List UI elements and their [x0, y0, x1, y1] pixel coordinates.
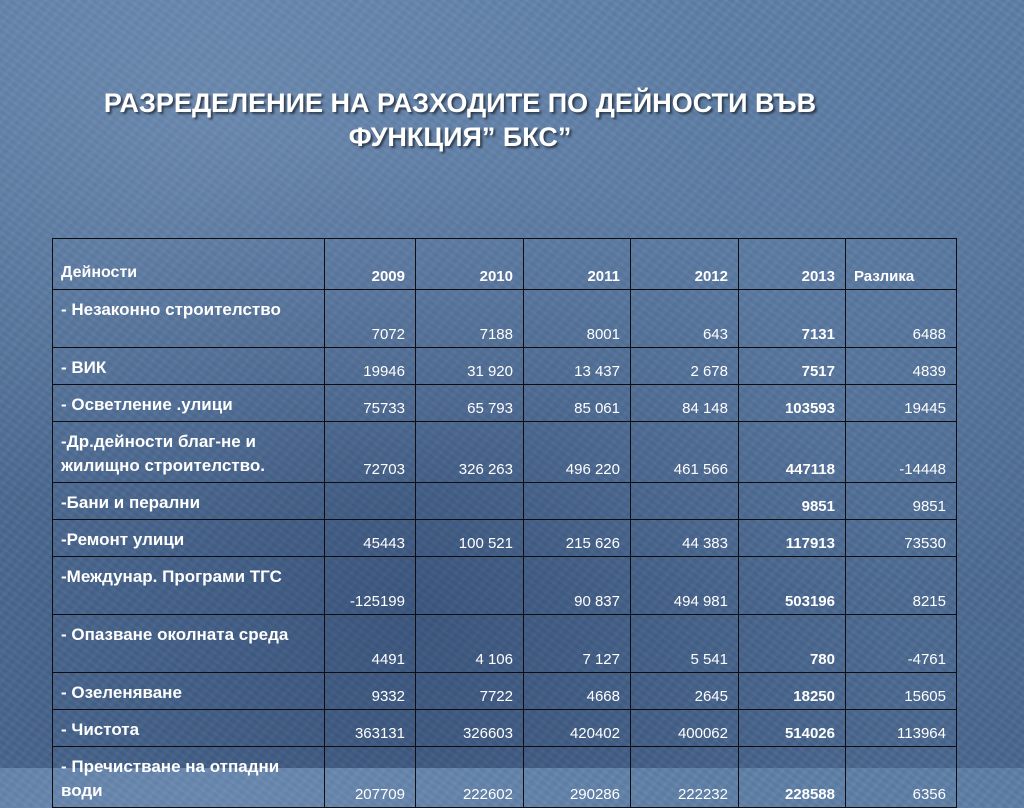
- cell-2012: 494 981: [631, 557, 739, 615]
- header-activity: Дейности: [53, 239, 325, 290]
- table-row: [53, 747, 957, 808]
- header-difference: Разлика: [846, 239, 957, 290]
- table-row: [53, 348, 957, 385]
- cell-difference: -14448: [846, 422, 957, 483]
- table-header-row: [53, 239, 957, 290]
- cell-2011: 85 061: [524, 385, 631, 422]
- header-2011: 2011: [524, 239, 631, 290]
- row-label: - ВИК: [53, 348, 325, 385]
- row-label: -Междунар. Програми ТГС: [53, 557, 325, 615]
- cell-2011: 13 437: [524, 348, 631, 385]
- cell-2012: 461 566: [631, 422, 739, 483]
- cell-2013: 7517: [739, 348, 846, 385]
- header-2009: 2009: [325, 239, 416, 290]
- cell-difference: 113964: [846, 710, 957, 747]
- cell-2010: 65 793: [416, 385, 524, 422]
- cell-2009: 75733: [325, 385, 416, 422]
- cell-2011: 8001: [524, 290, 631, 348]
- slide-title-line-1: РАЗРЕДЕЛЕНИЕ НА РАЗХОДИТЕ ПО ДЕЙНОСТИ ВЪВ: [103, 88, 817, 118]
- cell-difference: -4761: [846, 615, 957, 673]
- table-row: [53, 422, 957, 483]
- table-row: [53, 520, 957, 557]
- cell-2009: 207709: [325, 747, 416, 808]
- row-label: - Опазване околната среда: [53, 615, 325, 673]
- row-label: - Незаконно строителство: [53, 290, 325, 348]
- cell-2013: 514026: [739, 710, 846, 747]
- cell-2010: 7722: [416, 673, 524, 710]
- cell-2010: 7188: [416, 290, 524, 348]
- cell-2010: [416, 557, 524, 615]
- cell-2013: 780: [739, 615, 846, 673]
- table-row: [53, 615, 957, 673]
- row-label: - Пречистване на отпадни води: [53, 747, 325, 808]
- cell-difference: 4839: [846, 348, 957, 385]
- slide-title: [40, 86, 880, 154]
- header-2013: 2013: [739, 239, 846, 290]
- cell-2012: 400062: [631, 710, 739, 747]
- cell-2009: [325, 483, 416, 520]
- table-row: [53, 557, 957, 615]
- table-row: [53, 673, 957, 710]
- cell-2011: [524, 483, 631, 520]
- cell-2011: 4668: [524, 673, 631, 710]
- cell-2009: 19946: [325, 348, 416, 385]
- cell-2012: 2 678: [631, 348, 739, 385]
- cell-2011: 90 837: [524, 557, 631, 615]
- expenses-table: [52, 238, 957, 808]
- cell-2011: 496 220: [524, 422, 631, 483]
- cell-2010: 222602: [416, 747, 524, 808]
- cell-difference: 8215: [846, 557, 957, 615]
- row-label: -Др.дейности благ-не и жилищно строителство.: [53, 422, 325, 483]
- table-row: [53, 290, 957, 348]
- cell-2011: 7 127: [524, 615, 631, 673]
- cell-2013: 18250: [739, 673, 846, 710]
- cell-2010: 4 106: [416, 615, 524, 673]
- cell-2012: 222232: [631, 747, 739, 808]
- row-label: - Осветление .улици: [53, 385, 325, 422]
- cell-2013: 228588: [739, 747, 846, 808]
- table-row: [53, 483, 957, 520]
- cell-difference: 15605: [846, 673, 957, 710]
- cell-2010: 326603: [416, 710, 524, 747]
- table-row: [53, 710, 957, 747]
- cell-difference: 9851: [846, 483, 957, 520]
- cell-difference: 73530: [846, 520, 957, 557]
- cell-2013: 447118: [739, 422, 846, 483]
- cell-2011: 420402: [524, 710, 631, 747]
- cell-2012: [631, 483, 739, 520]
- cell-2010: [416, 483, 524, 520]
- cell-2012: 44 383: [631, 520, 739, 557]
- cell-2012: 84 148: [631, 385, 739, 422]
- table-row: [53, 385, 957, 422]
- row-label: -Бани и перални: [53, 483, 325, 520]
- cell-2009: 45443: [325, 520, 416, 557]
- cell-difference: 6488: [846, 290, 957, 348]
- cell-2009: 7072: [325, 290, 416, 348]
- header-2012: 2012: [631, 239, 739, 290]
- cell-2009: 4491: [325, 615, 416, 673]
- cell-2010: 100 521: [416, 520, 524, 557]
- cell-2012: 2645: [631, 673, 739, 710]
- cell-2013: 103593: [739, 385, 846, 422]
- cell-2011: 290286: [524, 747, 631, 808]
- cell-2009: 363131: [325, 710, 416, 747]
- cell-2009: 72703: [325, 422, 416, 483]
- cell-2010: 31 920: [416, 348, 524, 385]
- cell-2013: 9851: [739, 483, 846, 520]
- row-label: - Чистота: [53, 710, 325, 747]
- cell-2013: 7131: [739, 290, 846, 348]
- slide-title-line-2: ФУНКЦИЯ” БКС”: [348, 122, 572, 152]
- row-label: - Озеленяване: [53, 673, 325, 710]
- cell-2012: 643: [631, 290, 739, 348]
- cell-2012: 5 541: [631, 615, 739, 673]
- cell-2011: 215 626: [524, 520, 631, 557]
- row-label: -Ремонт улици: [53, 520, 325, 557]
- cell-2009: -125199: [325, 557, 416, 615]
- header-2010: 2010: [416, 239, 524, 290]
- cell-difference: 6356: [846, 747, 957, 808]
- cell-2010: 326 263: [416, 422, 524, 483]
- cell-difference: 19445: [846, 385, 957, 422]
- cell-2013: 503196: [739, 557, 846, 615]
- cell-2013: 117913: [739, 520, 846, 557]
- cell-2009: 9332: [325, 673, 416, 710]
